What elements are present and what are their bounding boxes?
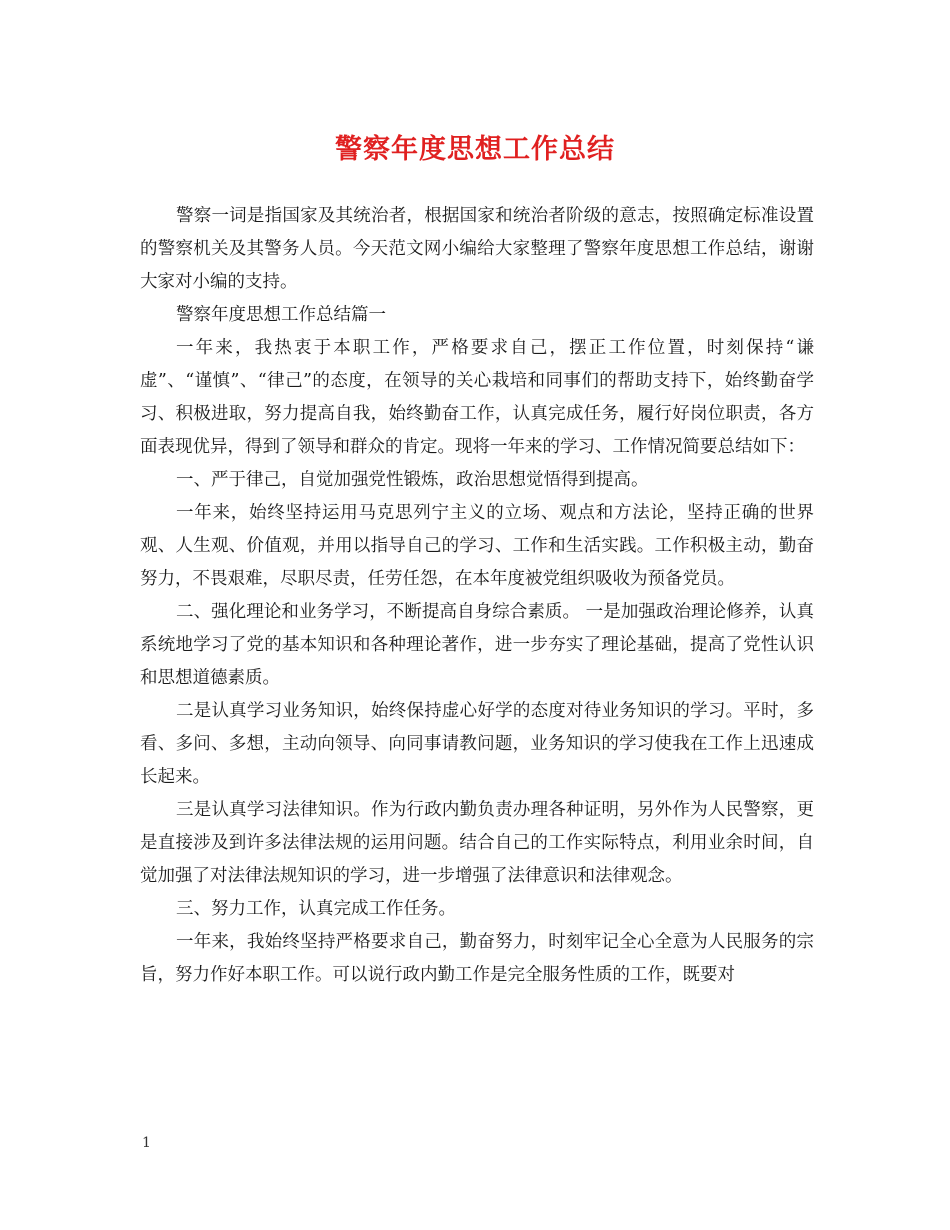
page-number: 1: [142, 1135, 151, 1151]
paragraph-body-2a: 二是认真学习业务知识，始终保持虚心好学的态度对待业务知识的学习。平时，多看、多问、多想，主动向领导、向同事请教问题，业务知识的学习使我在工作上迅速成长起来。: [140, 701, 814, 787]
paragraph-body-3: 一年来，我始终坚持严格要求自己，勤奋努力，时刻牢记全心全意为人民服务的宗旨，努力作好本职工作。可以说行政内勤工作是完全服务性质的工作，既要对: [140, 932, 814, 985]
document-title: 警察年度思想工作总结: [335, 134, 615, 165]
paragraph-heading-1: 一、严于律己，自觉加强党性锻炼，政治思想觉悟得到提高。: [176, 470, 649, 490]
document-body: [140, 200, 814, 992]
paragraph-body-2b: 三是认真学习法律知识。作为行政内勤负责办理各种证明，另外作为人民警察，更是直接涉及到许多法律法规的运用问题。结合自己的工作实际特点，利用业余时间，自觉加强了对法律法规知识的学习，进一步增强了法律意识和法律观念。: [140, 800, 814, 886]
paragraph-intro: 警察一词是指国家及其统治者，根据国家和统治者阶级的意志，按照确定标准设置的警察机关及其警务人员。今天范文网小编给大家整理了警察年度思想工作总结，谢谢大家对小编的支持。: [140, 206, 814, 292]
paragraph-body-1: 一年来，始终坚持运用马克思列宁主义的立场、观点和方法论，坚持正确的世界观、人生观、价值观，并用以指导自己的学习、工作和生活实践。工作积极主动，勤奋努力，不畏艰难，尽职尽责，任劳任怨，在本年度被党组织吸收为预备党员。: [140, 503, 814, 589]
paragraph-section-heading: 警察年度思想工作总结篇一: [176, 305, 386, 325]
paragraph-heading-2: 二、强化理论和业务学习，不断提高自身综合素质。 一是加强政治理论修养，认真系统地学习了党的基本知识和各种理论著作，进一步夯实了理论基础，提高了党性认识和思想道德素质。: [140, 602, 814, 688]
paragraph-heading-3: 三、努力工作，认真完成工作任务。: [176, 899, 456, 919]
paragraph-overview: 一年来，我热衷于本职工作，严格要求自己，摆正工作位置，时刻保持“谦虚”、“谨慎”、“律己”的态度，在领导的关心栽培和同事们的帮助支持下，始终勤奋学习、积极进取，努力提高自我，始终勤奋工作，认真完成任务，履行好岗位职责，各方面表现优异，得到了领导和群众的肯定。现将一年来的学习、工作情况简要总结如下：: [140, 338, 814, 457]
